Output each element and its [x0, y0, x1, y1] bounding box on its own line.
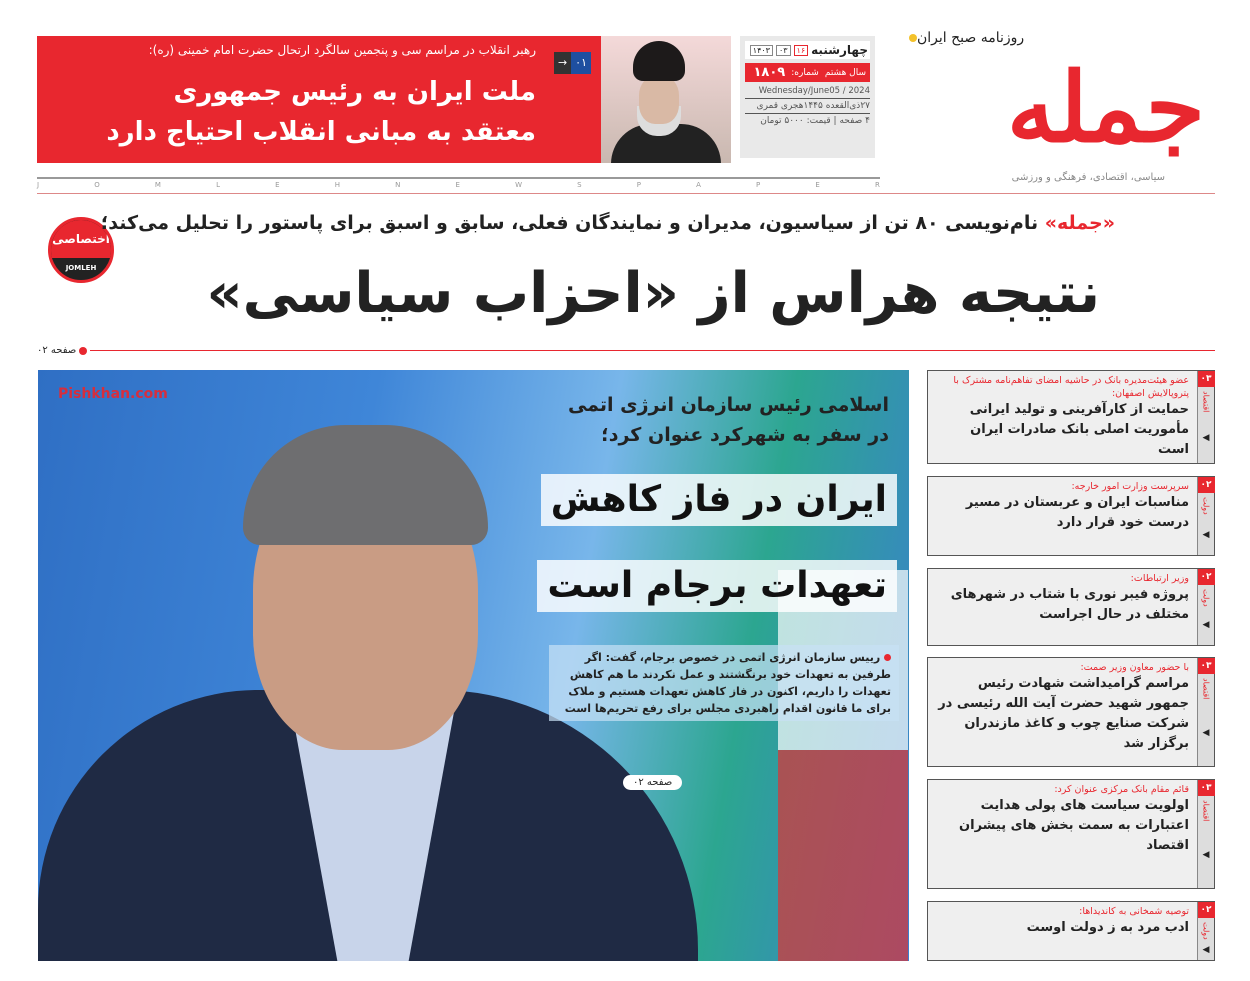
logo-subtitle: روزنامه صبح ایران	[917, 30, 1025, 46]
lead-kicker: رهبر انقلاب در مراسم سی و پنجمین سالگرد ارتحال حضرت امام خمینی (ره):	[148, 43, 536, 57]
story-kicker: قائم مقام بانک مرکزی عنوان کرد:	[1054, 784, 1189, 796]
strip-letter: R	[874, 181, 880, 189]
story-kicker: سرپرست وزارت امور خارجه:	[1071, 480, 1189, 492]
price: قیمت: ۵۰۰۰ تومان	[760, 116, 831, 126]
bullet-icon	[884, 654, 891, 661]
page-number: ۰۳	[1198, 780, 1215, 796]
strip-letter: S	[577, 181, 582, 189]
story-kicker: وزیر ارتباطات:	[1130, 572, 1189, 584]
hijri-date: ۲۷ذی‌القعده ۱۴۴۵هجری قمری	[745, 99, 870, 114]
strip-letter: H	[334, 181, 340, 189]
flag-image	[778, 570, 908, 961]
page-number: ۰۲	[1198, 569, 1215, 585]
logo-wordmark: جمله	[1006, 51, 1205, 164]
sidebar-story[interactable]	[927, 476, 1215, 556]
year-label: سال هشتم	[824, 67, 866, 78]
newspaper-letter-strip	[37, 177, 880, 189]
arrow-left-icon: ◀	[1202, 620, 1210, 631]
story-title: مراسم گرامیداشت شهادت رئیس جمهور شهید حضرت آیت الله رئیسی در شرکت صنایع چوب و کاغذ مازندران برگزار شد	[938, 676, 1189, 752]
sidebar-story[interactable]	[927, 901, 1215, 961]
headline-subhead	[101, 212, 1115, 234]
kicker-line2: در سفر به شهرکرد عنوان کرد؛	[601, 424, 889, 446]
hair	[243, 425, 488, 545]
strip-letter: E	[455, 181, 460, 189]
page-number: ۰۲	[1198, 902, 1215, 918]
story-title: ادب مرد به ز دولت اوست	[1026, 919, 1189, 935]
badge-brand: JOMLEH	[65, 264, 97, 272]
page-count: ۴ صفحه	[839, 116, 870, 126]
photo-page-ref: صفحه ۰۲	[623, 775, 682, 790]
month: ۰۳	[776, 45, 791, 56]
story-kicker: توصیه شمخانی به کاندیداها:	[1079, 905, 1189, 917]
english-date: Wednesday/June05 / 2024	[745, 86, 870, 99]
day: ۱۶	[794, 45, 809, 56]
photo-story[interactable]	[38, 370, 909, 961]
photo-kicker	[568, 390, 889, 450]
main-headline[interactable]: نتیجه هراس از «احزاب سیاسی»	[206, 261, 1100, 326]
story-kicker: با حضور معاون وزیر صمت:	[1080, 662, 1189, 674]
arrow-left-icon: ◀	[1202, 728, 1210, 739]
section-label: دولت	[1201, 588, 1211, 607]
watermark: Pishkhan.com	[58, 386, 168, 402]
strip-letter: E	[815, 181, 820, 189]
page-number: ۰۳	[1198, 371, 1215, 387]
section-label: دولت	[1201, 921, 1211, 940]
section-tab	[1197, 658, 1214, 766]
arrow-left-icon: ◀	[1202, 432, 1210, 443]
divider	[37, 193, 1215, 194]
story-kicker: عضو هیئت‌مدیره بانک در حاشیه امضای تفاهم‌نامه مشترک با پتروپالایش اصفهان:	[953, 375, 1189, 399]
arrow-left-icon: ◀	[1202, 944, 1210, 955]
strip-letter: M	[154, 181, 161, 189]
page-number: ۰۳	[1198, 658, 1215, 674]
strip-letter: J	[37, 181, 40, 189]
section-tab	[1197, 569, 1214, 645]
section-label: اقتصاد	[1201, 391, 1211, 413]
story-title: اولویت سیاست های پولی هدایت اعتبارات به سمت بخش های پیشران اقتصاد	[959, 798, 1189, 854]
issue-number: ۱۸۰۹	[753, 65, 786, 80]
logo-tagline: سیاسی، اقتصادی، فرهنگی و ورزشی	[1011, 172, 1165, 183]
strip-letter: W	[515, 181, 522, 189]
lead-story-banner[interactable]	[37, 36, 731, 163]
arrow-icon: →	[554, 52, 571, 74]
photo-title-line1: ایران در فاز کاهش	[541, 474, 897, 526]
kicker-line1: اسلامی رئیس سازمان انرژی اتمی	[567, 394, 889, 416]
story-title: مناسبات ایران و عربستان در مسیر درست خود قرار دارد	[965, 494, 1189, 530]
lead-title-line1: ملت ایران به رئیس جمهوری	[173, 77, 536, 107]
badge-label: اختصاصی	[51, 220, 111, 258]
masthead-logo	[905, 30, 1205, 195]
logo-dot-icon	[909, 34, 917, 42]
section-tab	[1197, 477, 1214, 555]
section-label: اقتصاد	[1201, 800, 1211, 822]
source-label: «جمله»	[1044, 212, 1115, 234]
strip-letter: P	[636, 181, 641, 189]
page-ref-text: صفحه ۰۲	[37, 345, 77, 356]
strip-letter: P	[756, 181, 761, 189]
section-tab	[1197, 902, 1214, 960]
leader-photo	[601, 36, 731, 163]
section-tab	[1197, 780, 1214, 888]
headline-page-ref	[37, 345, 1215, 356]
page-number: ۰۲	[1198, 477, 1215, 493]
date-box: چهارشنبه ۱۶ ۰۳ ۱۴۰۳ سال هشتم شماره: ۱۸۰۹ Wednesday/June05 / 2024 ۲۷ذی‌القعده ۱۴۴۵هجری قمری ۴ صفحه | قیمت: ۵۰۰۰ تومان	[740, 36, 875, 158]
issue-label: شماره:	[791, 67, 819, 78]
bullet-icon	[79, 347, 87, 355]
lead-page-number: ۰۱	[571, 52, 591, 74]
lead-title-line2: معتقد به مبانی انقلاب احتیاج دارد	[106, 117, 536, 147]
section-label: اقتصاد	[1201, 678, 1211, 700]
sidebar-story[interactable]	[927, 370, 1215, 464]
strip-letter: L	[216, 181, 220, 189]
arrow-left-icon: ◀	[1202, 849, 1210, 860]
weekday: چهارشنبه	[811, 43, 868, 57]
sidebar-story[interactable]	[927, 568, 1215, 646]
sidebar-news	[927, 370, 1215, 961]
summary-text: رییس سازمان انرژی اتمی در خصوص برجام، گفت: اگر طرفین به تعهدات خود برنگشتند و عمل نکردند ما هم کاهش تعهدات را داریم، اکنون در فاز کاهش تعهدات هستیم و ملاک برای ما قانون اقدام راهبردی مجلس برای رفع تحریم‌ها است	[564, 651, 891, 715]
strip-letter: E	[275, 181, 280, 189]
photo-title-line2: تعهدات برجام است	[537, 560, 897, 612]
story-title: حمایت از کارآفرینی و تولید ایرانی مأموریت اصلی بانک صادرات ایران است	[969, 402, 1189, 457]
strip-letter: A	[696, 181, 701, 189]
section-label: دولت	[1201, 496, 1211, 515]
strip-letter: O	[94, 181, 100, 189]
strip-letter: N	[395, 181, 401, 189]
photo-summary	[549, 645, 899, 721]
section-tab	[1197, 371, 1214, 463]
subhead-text: نام‌نویسی ۸۰ تن از سیاسیون، مدیران و نمایندگان فعلی، سابق و اسبق برای پاستور را تحلیل می‌کند؛	[100, 212, 1039, 234]
sidebar-story[interactable]	[927, 657, 1215, 767]
story-title: پروژه فیبر نوری با شتاب در شهرهای مختلف در حال اجراست	[950, 586, 1189, 622]
arrow-left-icon: ◀	[1202, 529, 1210, 540]
sidebar-story[interactable]	[927, 779, 1215, 889]
year: ۱۴۰۳	[750, 45, 773, 56]
